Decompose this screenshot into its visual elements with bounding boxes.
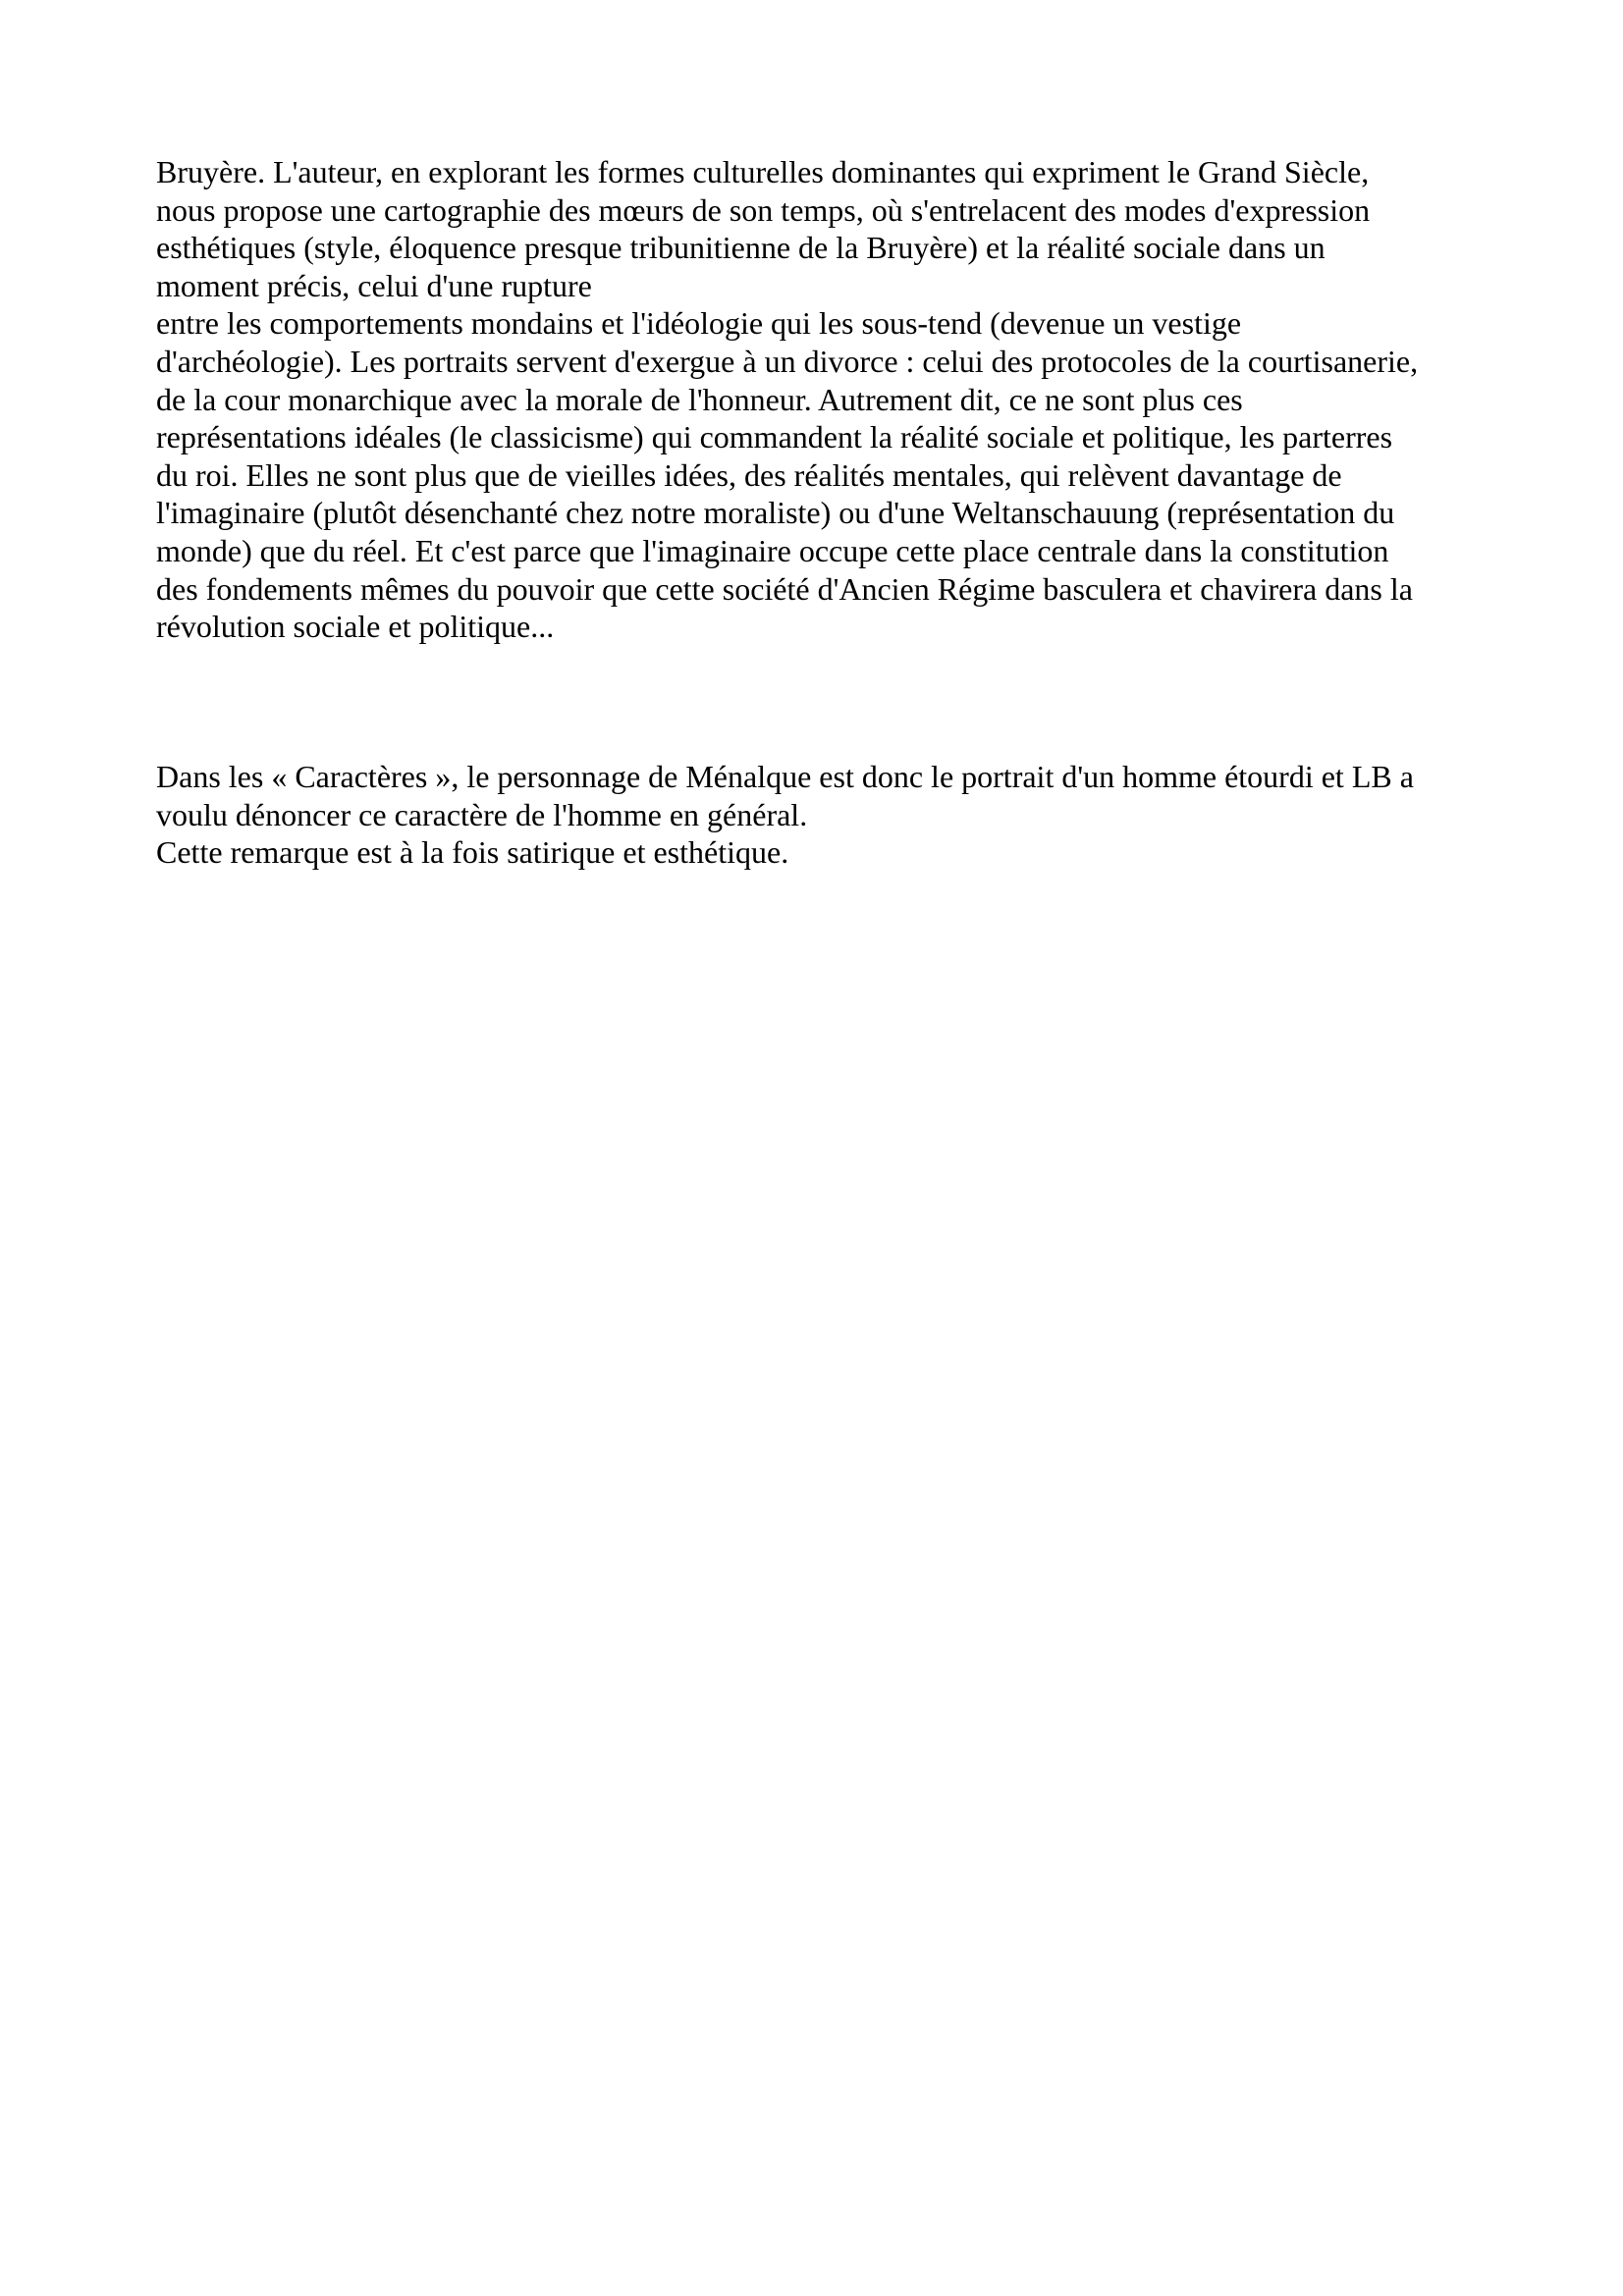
text-line: des fondements mêmes du pouvoir que cette société d'Ancien Régime basculera et chavirera dans la bbox=[156, 570, 1413, 607]
text-line: de la cour monarchique avec la morale de l'honneur. Autrement dit, ce ne sont plus ces bbox=[156, 381, 1243, 417]
text-line: du roi. Elles ne sont plus que de vieilles idées, des réalités mentales, qui relèvent davantage de bbox=[156, 456, 1342, 493]
text-line: révolution sociale et politique... bbox=[156, 609, 555, 645]
text-line: d'archéologie). Les portraits servent d'exergue à un divorce : celui des protocoles de la courtisanerie, bbox=[156, 343, 1419, 379]
body-paragraph-2 bbox=[156, 758, 1491, 872]
text-line: voulu dénoncer ce caractère de l'homme en général. bbox=[156, 796, 808, 832]
text-line: Cette remarque est à la fois satirique et esthétique. bbox=[156, 834, 789, 871]
text-line: entre les comportements mondains et l'idéologie qui les sous-tend (devenue un vestige bbox=[156, 305, 1242, 342]
body-paragraph-1 bbox=[156, 153, 1491, 646]
text-line: nous propose une cartographie des mœurs de son temps, où s'entrelacent des modes d'expression bbox=[156, 191, 1371, 228]
text-line: Dans les « Caractères », le personnage de Ménalque est donc le portrait d'un homme étourdi et LB a bbox=[156, 759, 1414, 794]
text-line: Bruyère. L'auteur, en explorant les formes culturelles dominantes qui expriment le Grand Siècle, bbox=[156, 154, 1370, 189]
text-line: représentations idéales (le classicisme) qui commandent la réalité sociale et politique, les parterres bbox=[156, 419, 1393, 455]
text-line: esthétiques (style, éloquence presque tribunitienne de la Bruyère) et la réalité sociale dans un bbox=[156, 230, 1325, 266]
text-line: l'imaginaire (plutôt désenchanté chez notre moraliste) ou d'une Weltanschauung (représentation du bbox=[156, 495, 1395, 531]
text-line: monde) que du réel. Et c'est parce que l'imaginaire occupe cette place centrale dans la constitution bbox=[156, 532, 1389, 568]
text-line: moment précis, celui d'une rupture bbox=[156, 267, 592, 303]
